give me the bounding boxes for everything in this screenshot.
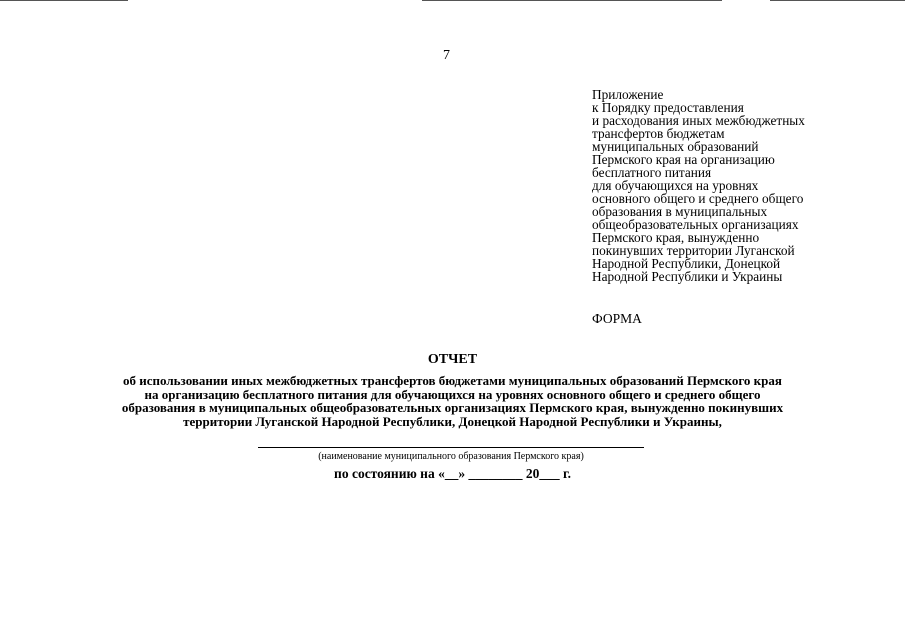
appendix-line: Приложение — [592, 87, 664, 102]
appendix-line: Народной Республики и Украины — [592, 269, 783, 284]
appendix-line: покинувших территории Луганской — [592, 243, 795, 258]
appendix-line: общеобразовательных организациях — [592, 217, 799, 232]
page-number: 7 — [443, 48, 450, 63]
municipality-name-caption: (наименование муниципального образования Пермского края) — [318, 451, 584, 462]
report-subtitle-line: на организацию бесплатного питания для обучающихся на уровнях основного общего и среднего общего — [144, 386, 761, 402]
report-title: ОТЧЕТ — [427, 352, 478, 367]
report-subtitle — [24, 374, 881, 428]
appendix-line: муниципальных образований — [592, 139, 759, 154]
top-edge-line-left — [0, 0, 128, 1]
appendix-line: и расходования иных межбюджетных — [592, 113, 805, 128]
appendix-line: образования в муниципальных — [592, 204, 768, 219]
report-subtitle-line: об использовании иных межбюджетных трансфертов бюджетами муниципальных образований Пермского края — [123, 373, 782, 388]
appendix-line: для обучающихся на уровнях — [592, 178, 759, 193]
as-of-date-line: по состоянию на «__» ________ 20___ г. — [334, 466, 571, 481]
appendix-block — [592, 88, 892, 283]
form-label: ФОРМА — [592, 311, 642, 326]
report-subtitle-line: территории Луганской Народной Республики, Донецкой Народной Республики и Украины, — [183, 413, 722, 429]
appendix-line: основного общего и среднего общего — [592, 191, 804, 206]
top-edge-line-center — [422, 0, 722, 1]
appendix-line: Пермского края, вынужденно — [592, 230, 760, 245]
appendix-line: к Порядку предоставления — [592, 100, 744, 115]
top-edge-line-right — [770, 0, 905, 1]
appendix-line: бесплатного питания — [592, 165, 712, 180]
municipality-name-underline — [258, 447, 644, 448]
appendix-line: Народной Республики, Донецкой — [592, 256, 781, 271]
appendix-line: Пермского края на организацию — [592, 152, 775, 167]
appendix-line: трансфертов бюджетам — [592, 126, 725, 141]
report-subtitle-line: образования в муниципальных общеобразовательных организациях Пермского края, вынужденно покинувших — [121, 400, 784, 415]
